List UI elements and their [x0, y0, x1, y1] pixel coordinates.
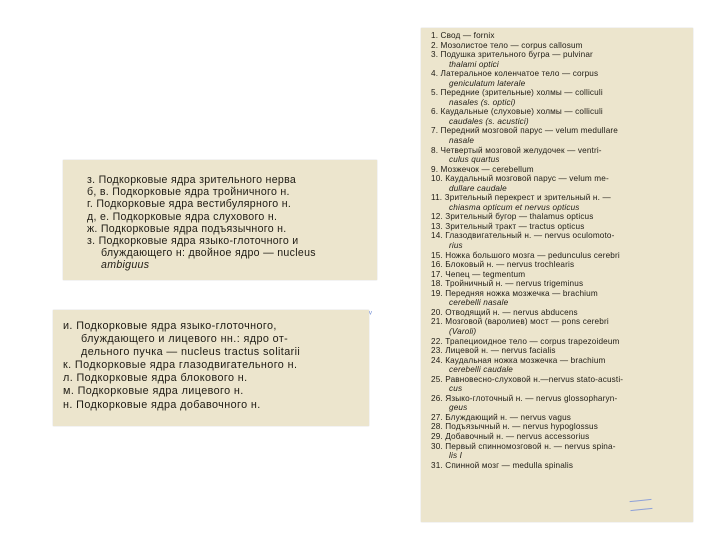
text-line: б, в. Подкорковые ядра тройничного н. [87, 186, 290, 199]
legend-line: 4. Латеральное коленчатое тело — corpus [431, 69, 599, 79]
legend-line: 11. Зрительный перекрест и зрительный н. — [431, 193, 611, 203]
legend-line: rius [449, 241, 463, 251]
clip-brainstem-legend [421, 28, 693, 522]
legend-line: 17. Чепец — tegmentum [431, 269, 526, 279]
text-line: л. Подкорковые ядра блокового н. [63, 372, 248, 385]
legend-line: 6. Каудальные (слуховые) холмы — colliculi [431, 107, 603, 117]
text-line: г. Подкорковые ядра вестибулярного н. [87, 198, 292, 211]
text-line: и. Подкорковые ядра языко-глоточного, [63, 320, 277, 332]
annotation-mark: ᵥ [369, 306, 372, 316]
text-line: н. Подкорковые ядра добавочного н. [63, 398, 261, 411]
legend-line: 19. Передняя ножка мозжечка — brachium [431, 288, 598, 298]
legend-line: 12. Зрительный бугор — thalamus opticus [431, 212, 594, 222]
clip-subcortical-nuclei-2 [53, 310, 369, 426]
legend-line: nasales (s. optici) [449, 97, 516, 107]
legend-line: 2. Мозолистое тело — corpus callosum [431, 40, 583, 50]
text-block-right-legend [421, 28, 693, 470]
legend-line: nasale [449, 136, 475, 146]
legend-line: 16. Блоковый н. — nervus trochlearis [431, 260, 575, 270]
legend-line: 27. Блуждающий н. — nervus vagus [431, 412, 572, 422]
legend-line: 3. Подушка зрительного бугра — pulvinar [431, 50, 593, 60]
legend-line: 10. Каудальный мозговой парус — velum me- [431, 174, 609, 184]
legend-line: geus [449, 403, 468, 413]
legend-line: 18. Тройничный н. — nervus trigeminus [431, 279, 584, 289]
legend-line: geniculatum laterale [449, 78, 526, 88]
legend-line: 14. Глазодвигательный н. — nervus oculomoto- [431, 231, 615, 241]
legend-line: 24. Каудальная ножка мозжечка — brachium [431, 355, 606, 365]
text-line: ambiguus [101, 259, 150, 272]
text-block-left-top [63, 160, 377, 272]
legend-line: 30. Первый спинномозговой н. — nervus spina- [431, 441, 616, 451]
text-line: к. Подкорковые ядра глазодвигательного н. [63, 359, 298, 372]
text-line: д, е. Подкорковые ядра слухового н. [87, 210, 278, 223]
legend-line: 15. Ножка большого мозга — pedunculus cerebri [431, 250, 620, 260]
legend-line: 25. Равновесно-слуховой н.—nervus stato-acusti- [431, 374, 624, 384]
legend-line: chiasma opticum et nervus opticus [449, 202, 580, 212]
clip-subcortical-nuclei-1 [63, 160, 377, 280]
text-line: блуждающего и лицевого нн.: ядро от- [81, 333, 289, 346]
text-line: ж. Подкорковые ядра подъязычного н. [87, 222, 287, 235]
legend-line: 22. Трапециоидное тело — corpus trapezoideum [431, 336, 620, 346]
legend-line: 7. Передний мозговой парус — velum medullare [431, 126, 618, 136]
text-block-left-bottom [53, 310, 369, 412]
legend-line: lis I [449, 451, 463, 461]
text-line: дельного пучка — nucleus tractus solitarii [81, 346, 301, 359]
text-line: блуждающего н: двойное ядро — nucleus [101, 247, 316, 260]
legend-line: 5. Передние (зрительные) холмы — colliculi [431, 88, 603, 98]
text-line: з. Подкорковые ядра зрительного нерва [87, 174, 297, 186]
legend-line: (Varoli) [449, 326, 477, 336]
legend-line: 21. Мозговой (варолиев) мост — pons cerebri [431, 317, 609, 327]
legend-line: cerebelli nasale [449, 298, 509, 308]
legend-line: thalami optici [449, 59, 499, 69]
legend-line: dullare caudale [449, 183, 507, 193]
legend-line: 23. Лицевой н. — nervus facialis [431, 346, 556, 356]
legend-line: caudales (s. acustici) [449, 116, 529, 126]
legend-line: cus [449, 384, 463, 394]
legend-line: 26. Языко-глоточный н. — nervus glossopharyn- [431, 393, 618, 403]
legend-line: 28. Подъязычный н. — nervus hypoglossus [431, 422, 598, 432]
legend-line: 1. Свод — fornix [431, 31, 495, 40]
legend-line: 31. Спинной мозг — medulla spinalis [431, 460, 574, 470]
legend-line: 20. Отводящий н. — nervus abducens [431, 307, 578, 317]
legend-line: 9. Мозжечок — cerebellum [431, 164, 534, 174]
legend-line: 8. Четвертый мозговой желудочек — ventri- [431, 145, 602, 155]
text-line: м. Подкорковые ядра лицевого н. [63, 385, 244, 398]
legend-line: cerebelli caudale [449, 365, 513, 375]
text-line: з. Подкорковые ядра языко-глоточного и [87, 235, 299, 248]
legend-line: culus quartus [449, 155, 500, 165]
legend-line: 13. Зрительный тракт — tractus opticus [431, 221, 585, 231]
legend-line: 29. Добавочный н. — nervus accessorius [431, 431, 590, 441]
